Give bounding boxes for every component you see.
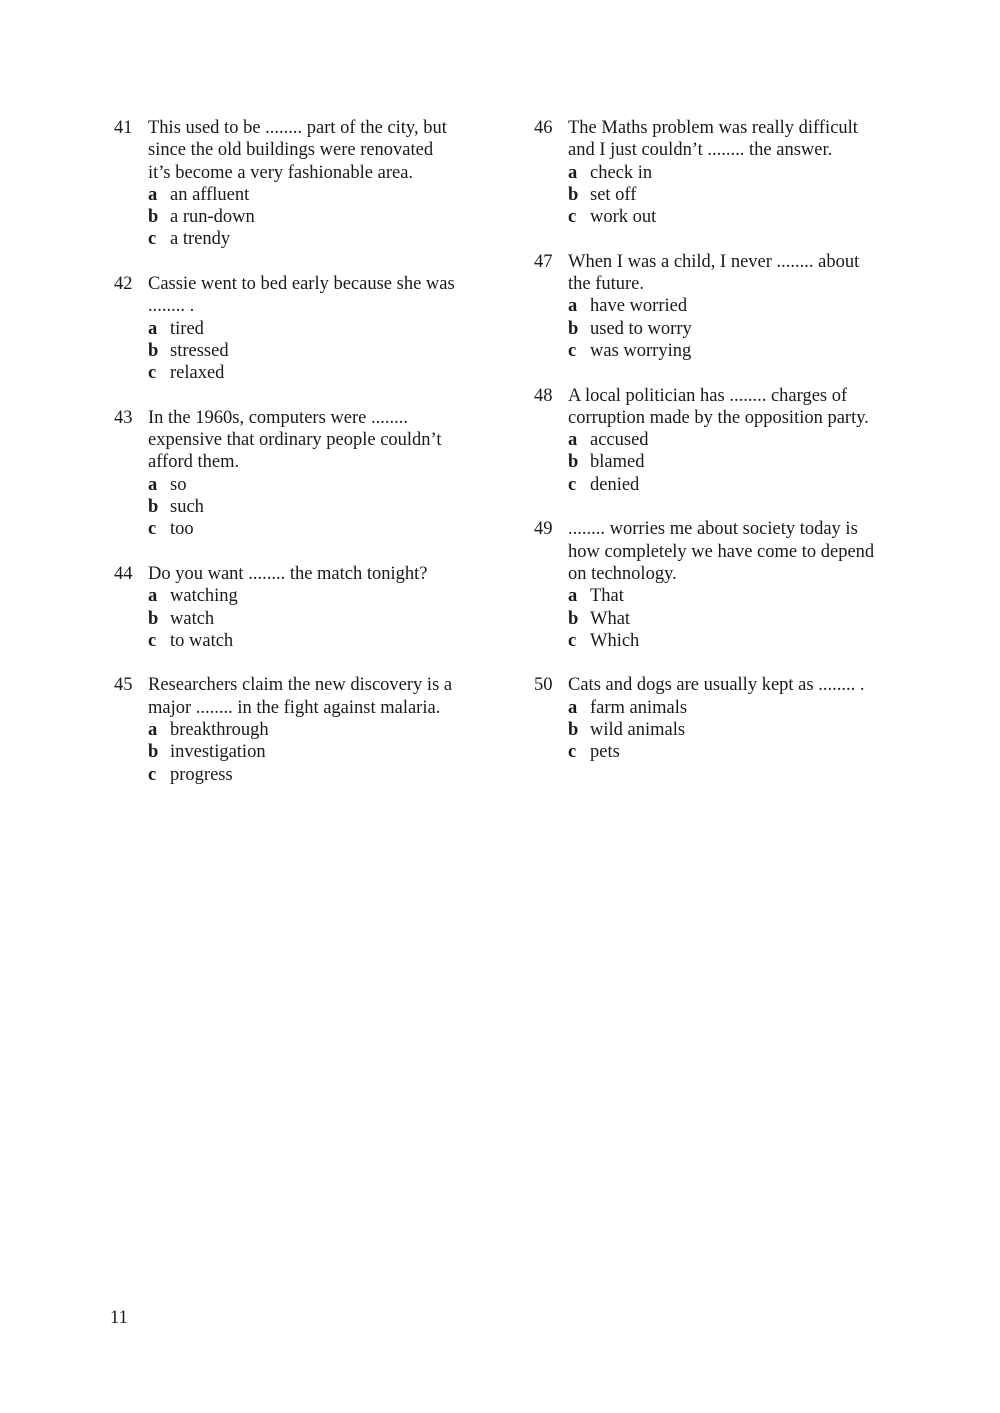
option-text: tired	[170, 318, 204, 339]
option-text: set off	[590, 184, 637, 205]
option-letter: c	[148, 229, 157, 250]
option-letter: c	[568, 742, 577, 763]
option-a	[568, 295, 912, 317]
option-b	[148, 206, 492, 228]
option-text: watching	[170, 586, 238, 607]
question-text: Researchers claim the new discovery is a major ........ in the fight against malaria.	[148, 675, 453, 718]
question-number: 50	[534, 675, 553, 696]
question-number: 46	[534, 118, 553, 138]
option-letter: a	[148, 586, 158, 607]
option-text: such	[170, 497, 204, 518]
option-text: stressed	[170, 340, 229, 361]
option-text: blamed	[590, 452, 645, 473]
option-a	[148, 585, 492, 607]
option-text: was worrying	[590, 340, 692, 361]
option-a	[148, 184, 492, 206]
option-b	[568, 719, 912, 741]
question-text: Cats and dogs are usually kept as ........ .	[568, 675, 865, 696]
option-letter: a	[568, 697, 578, 718]
question-number: 48	[534, 385, 553, 406]
option-letter: a	[568, 586, 578, 607]
option-letter: b	[568, 452, 579, 473]
option-text: progress	[170, 764, 233, 785]
option-text: denied	[590, 474, 640, 495]
option-letter: a	[148, 318, 158, 339]
question-number: 41	[114, 118, 133, 138]
option-c	[568, 474, 912, 496]
option-text: relaxed	[170, 363, 225, 384]
option-letter: a	[148, 474, 158, 495]
option-text: to watch	[170, 630, 234, 651]
question-number: 49	[534, 519, 553, 540]
option-c	[148, 630, 492, 652]
option-letter: b	[568, 318, 579, 339]
option-a	[568, 162, 912, 184]
option-c	[148, 228, 492, 250]
question-50	[532, 674, 912, 763]
question-46	[532, 117, 912, 228]
option-letter: c	[568, 340, 577, 361]
option-text: a trendy	[170, 229, 231, 250]
option-text: farm animals	[590, 697, 688, 718]
option-text: a run-down	[170, 207, 255, 228]
option-letter: b	[148, 340, 159, 361]
option-letter: b	[568, 720, 579, 741]
option-b	[568, 184, 912, 206]
option-b	[148, 741, 492, 763]
option-letter: b	[148, 742, 159, 763]
option-text: That	[590, 586, 624, 607]
option-letter: c	[148, 764, 157, 785]
question-text: The Maths problem was really difficult and I just couldn’t ........ the answer.	[568, 118, 858, 161]
option-text: wild animals	[590, 720, 686, 741]
option-text: accused	[590, 430, 649, 451]
option-text: too	[170, 519, 194, 540]
left-question-column	[112, 117, 492, 808]
option-text: watch	[170, 608, 215, 629]
option-letter: a	[148, 720, 158, 741]
question-text: Cassie went to bed early because she was ........ .	[148, 274, 455, 317]
option-a	[148, 719, 492, 741]
question-number: 42	[114, 274, 133, 295]
option-letter: b	[568, 184, 579, 205]
option-b	[148, 496, 492, 518]
option-text: have worried	[590, 296, 688, 317]
option-text: used to worry	[590, 318, 692, 339]
question-text: Do you want ........ the match tonight?	[148, 563, 428, 584]
option-letter: b	[148, 608, 159, 629]
option-c	[148, 518, 492, 540]
option-text: breakthrough	[170, 720, 269, 741]
option-text: so	[170, 474, 187, 495]
option-text: check in	[590, 162, 653, 183]
question-47	[532, 251, 912, 362]
question-43	[112, 407, 492, 541]
option-letter: c	[568, 207, 577, 228]
question-text: When I was a child, I never ........ about the future.	[568, 251, 860, 295]
right-question-column	[532, 117, 912, 786]
option-c	[148, 362, 492, 384]
option-text: an affluent	[170, 184, 250, 205]
option-a	[148, 474, 492, 496]
option-c	[148, 764, 492, 786]
option-b	[568, 451, 912, 473]
option-text: investigation	[170, 742, 266, 763]
question-42	[112, 273, 492, 384]
option-b	[148, 608, 492, 630]
option-letter: c	[568, 474, 577, 495]
option-text: pets	[590, 742, 620, 763]
option-letter: a	[568, 296, 578, 317]
option-b	[148, 340, 492, 362]
question-48	[532, 385, 912, 496]
option-letter: b	[568, 608, 579, 629]
question-44	[112, 563, 492, 652]
question-text: In the 1960s, computers were ........ expensive that ordinary people couldn’t afford them.	[148, 407, 442, 473]
option-c	[568, 630, 912, 652]
question-45	[112, 674, 492, 785]
option-b	[568, 608, 912, 630]
option-text: What	[590, 608, 631, 629]
option-letter: c	[148, 630, 157, 651]
option-letter: b	[148, 207, 159, 228]
option-text: work out	[590, 207, 657, 228]
option-letter: a	[568, 162, 578, 183]
question-text: A local politician has ........ charges of corruption made by the opposition party.	[568, 385, 869, 428]
option-a	[148, 318, 492, 340]
question-text: ........ worries me about society today is how completely we have come to depend on technology.	[568, 519, 875, 584]
question-number: 44	[114, 563, 133, 584]
option-letter: c	[148, 519, 157, 540]
question-number: 43	[114, 407, 133, 428]
question-text: This used to be ........ part of the city, but since the old buildings were renovated it’s become a very fashionable area.	[148, 118, 447, 183]
option-a	[568, 697, 912, 719]
option-c	[568, 340, 912, 362]
option-letter: c	[148, 363, 157, 384]
question-number: 45	[114, 675, 133, 696]
option-c	[568, 741, 912, 763]
question-41	[112, 117, 492, 251]
question-49	[532, 518, 912, 652]
option-letter: b	[148, 497, 159, 518]
option-letter: c	[568, 630, 577, 651]
option-c	[568, 206, 912, 228]
option-a	[568, 585, 912, 607]
option-text: Which	[590, 630, 640, 651]
question-number: 47	[534, 251, 553, 272]
option-letter: a	[568, 430, 578, 451]
page-number: 11	[110, 1308, 128, 1328]
option-b	[568, 318, 912, 340]
option-letter: a	[148, 184, 158, 205]
option-a	[568, 429, 912, 451]
